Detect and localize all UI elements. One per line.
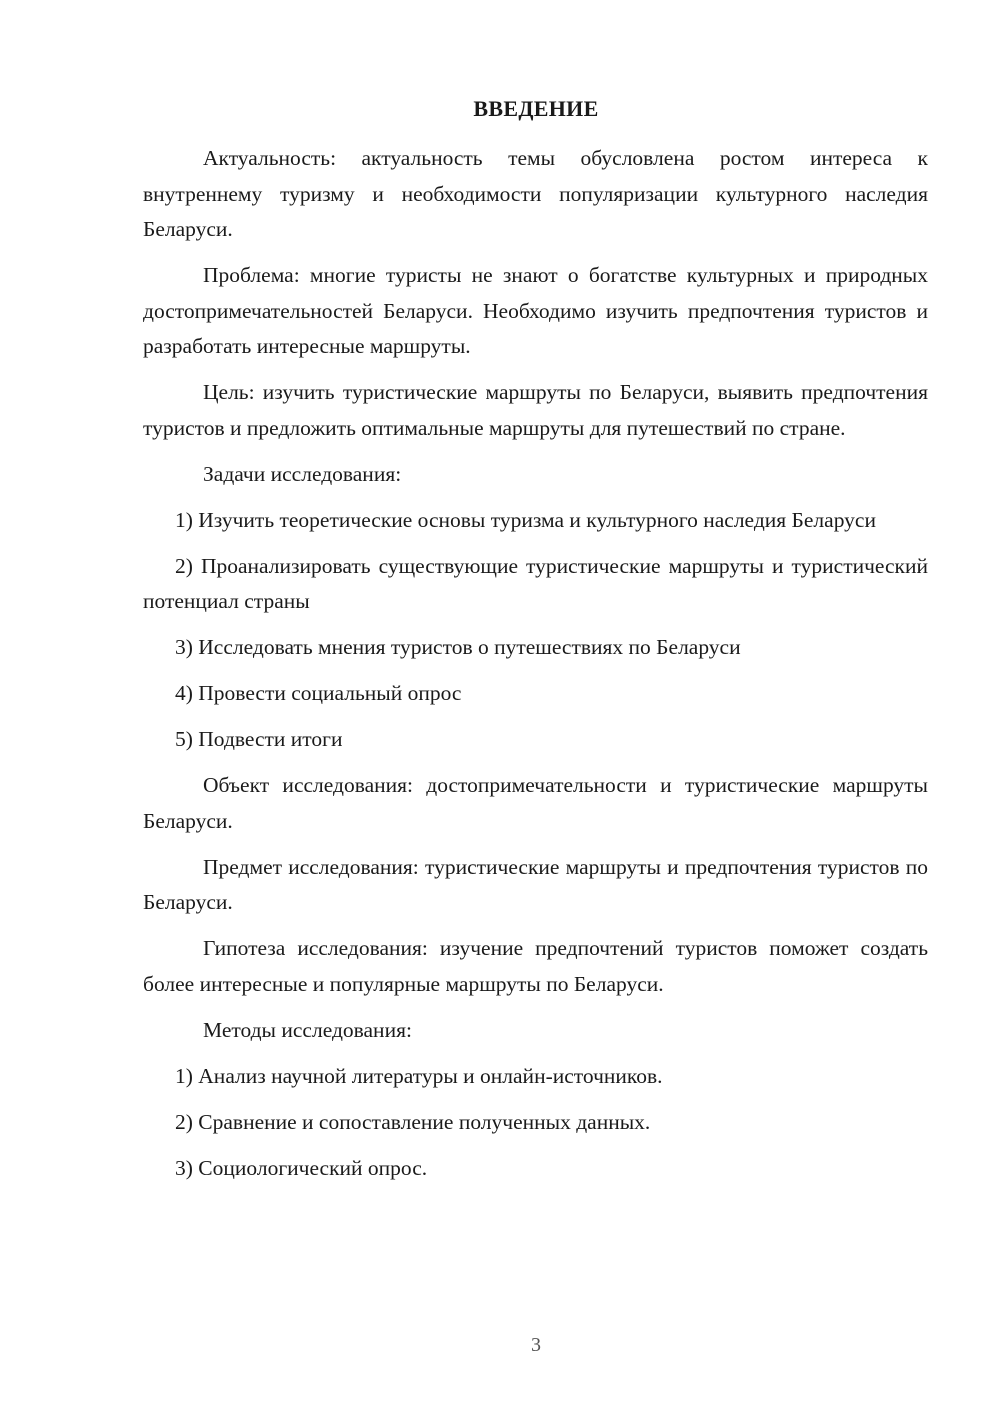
paragraph-methods-heading: Методы исследования: [203, 1017, 412, 1042]
method-item-2: 2) Сравнение и сопоставление полученных данных. [175, 1109, 651, 1134]
page-number: 3 [531, 1334, 541, 1356]
task-item-3: 3) Исследовать мнения туристов о путешествиях по Беларуси [175, 635, 741, 659]
section-heading: ВВЕДЕНИЕ [473, 96, 599, 121]
document-body [143, 141, 928, 1197]
task-item-2: 2) Проанализировать существующие туристические маршруты и туристический потенциал страны [143, 553, 928, 613]
paragraph-problem: Проблема: многие туристы не знают о богатстве культурных и природных достопримечательностей Беларуси. Необходимо изучить предпочтения туристов и разработать интересные маршруты. [143, 263, 928, 358]
paragraph-object: Объект исследования: достопримечательности и туристические маршруты Беларуси. [143, 773, 928, 833]
task-item-1: 1) Изучить теоретические основы туризма и культурного наследия Беларуси [175, 507, 876, 532]
method-item-3: 3) Социологический опрос. [175, 1155, 428, 1180]
paragraph-tasks-heading: Задачи исследования: [203, 461, 402, 486]
task-item-5: 5) Подвести итоги [175, 727, 343, 751]
paragraph-relevance: Актуальность: актуальность темы обусловлена ростом интереса к внутреннему туризму и необходимости популяризации культурного наследия Беларуси. [143, 146, 928, 241]
paragraph-subject: Предмет исследования: туристические маршруты и предпочтения туристов по Беларуси. [143, 854, 928, 914]
method-item-1: 1) Анализ научной литературы и онлайн-источников. [175, 1063, 663, 1088]
task-item-4: 4) Провести социальный опрос [175, 681, 462, 705]
paragraph-goal: Цель: изучить туристические маршруты по Беларуси, выявить предпочтения туристов и предложить оптимальные маршруты для путешествий по стране. [143, 380, 928, 440]
paragraph-hypothesis: Гипотеза исследования: изучение предпочтений туристов поможет создать более интересные и популярные маршруты по Беларуси. [143, 936, 928, 996]
